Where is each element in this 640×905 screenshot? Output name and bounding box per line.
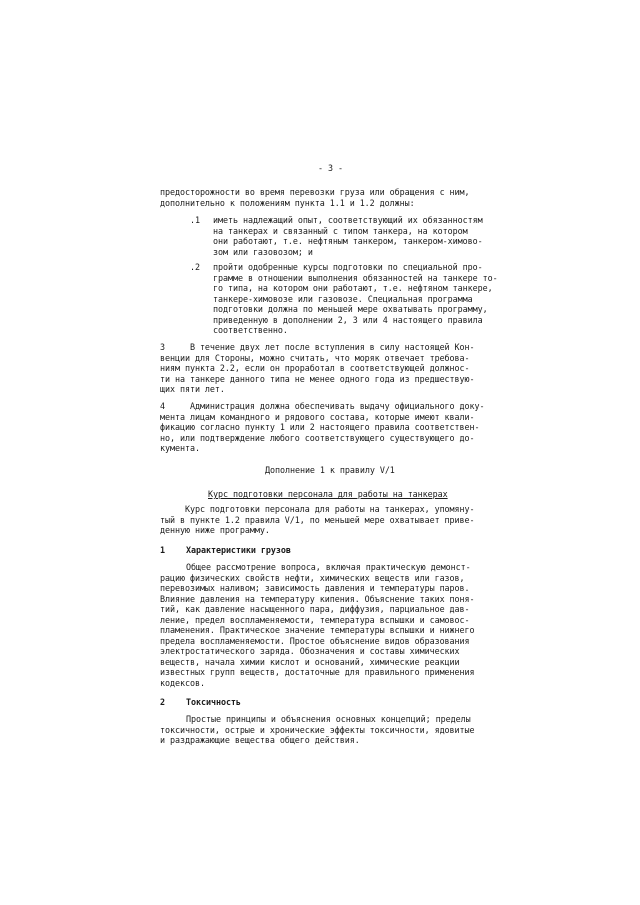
course-intro-line: Курс подготовки персонала для работы на танкерах, упомяну-: [160, 504, 475, 514]
para4-line: мента лицам командного и рядового состава, которые имеют квали-: [160, 412, 475, 422]
section-title: Характеристики грузов: [186, 545, 291, 555]
appendix-title: Дополнение 1 к правилу V/1: [265, 465, 395, 475]
section2-line: Простые принципы и объяснения основных концепций; пределы: [186, 714, 471, 724]
item-number: .1: [190, 215, 200, 225]
para4-line: но, или подтверждение любого соответствующего существующего до-: [160, 433, 475, 443]
item-line: приведенную в дополнении 2, 3 или 4 настоящего правила: [213, 315, 483, 325]
section1-line: рацию физических свойств нефти, химических веществ или газов,: [160, 573, 465, 583]
item-line: подготовки должна по меньшей мере охватывать программу,: [213, 304, 488, 314]
para3-line: ниям пункта 2.2, если он проработал в соответствующей должнос-: [160, 363, 470, 373]
section-number: 2: [160, 697, 165, 707]
item-line: на танкерах и связанный с типом танкера, на котором: [213, 226, 468, 236]
item-line: го типа, на котором они работают, т.е. нефтяном танкере,: [213, 283, 493, 293]
section1-line: веществ, начала химии кислот и оснований, химические реакции: [160, 657, 460, 667]
para3-line: щих пяти лет.: [160, 384, 225, 394]
section1-line: тий, как давление насыщенного пара, диффузия, парциальное дав-: [160, 604, 470, 614]
item-line: они работают, т.е. нефтяным танкером, танкером-химово-: [213, 236, 483, 246]
section-number: 1: [160, 545, 165, 555]
item-line: иметь надлежащий опыт, соответствующий их обязанностям: [213, 215, 483, 225]
course-title: Курс подготовки персонала для работы на танкерах: [208, 489, 448, 499]
item-line: зом или газовозом; и: [213, 247, 313, 257]
course-intro-line: тый в пункте 1.2 правила V/1, по меньшей мере охватывает приве-: [160, 515, 475, 525]
para3-line: венции для Стороны, можно считать, что моряк отвечает требова-: [160, 353, 470, 363]
section2-line: токсичности, острые и хронические эффекты токсичности, ядовитые: [160, 725, 475, 735]
item-line: танкере-химовозе или газовозе. Специальная программа: [213, 294, 473, 304]
para4-line: 4 Администрация должна обеспечивать выдачу официального доку-: [160, 401, 485, 411]
section1-line: известных групп веществ, достаточные для правильного применения: [160, 667, 475, 677]
para4-line: кумента.: [160, 443, 200, 453]
item-line: грамме в отношении выполнения обязанностей на танкере то-: [213, 273, 498, 283]
section1-line: кодексов.: [160, 678, 205, 688]
section2-line: и раздражающие вещества общего действия.: [160, 735, 360, 745]
section1-line: пламенения. Практическое значение температуры вспышки и нижнего: [160, 625, 475, 635]
section1-line: Общее рассмотрение вопроса, включая практическую демонст-: [186, 562, 471, 572]
section1-line: предела воспламеняемости. Простое объяснение видов образования: [160, 636, 470, 646]
section1-line: электростатического заряда. Обозначения и составы химических: [160, 646, 460, 656]
section1-line: Влияние давления на температуру кипения. Объяснение таких поня-: [160, 594, 475, 604]
section-title: Токсичность: [186, 697, 241, 707]
intro-line: предосторожности во время перевозки груза или обращения с ним,: [160, 187, 470, 197]
item-number: .2: [190, 262, 200, 272]
section1-line: перевозимых наливом; зависимость давления и температуры паров.: [160, 583, 470, 593]
page-number: - 3 -: [318, 163, 343, 173]
intro-line: дополнительно к положениям пункта 1.1 и 1.2 должны:: [160, 198, 415, 208]
para3-line: 3 В течение двух лет после вступления в силу настоящей Кон-: [160, 342, 475, 352]
section1-line: ление, предел воспламеняемости, температура вспышки и самовос-: [160, 615, 470, 625]
item-line: пройти одобренные курсы подготовки по специальной про-: [213, 262, 483, 272]
course-intro-line: денную ниже программу.: [160, 525, 270, 535]
para3-line: ти на танкере данного типа не менее одного года из предшествую-: [160, 374, 475, 384]
item-line: соответственно.: [213, 325, 288, 335]
para4-line: фикацию согласно пункту 1 или 2 настоящего правила соответствен-: [160, 422, 480, 432]
